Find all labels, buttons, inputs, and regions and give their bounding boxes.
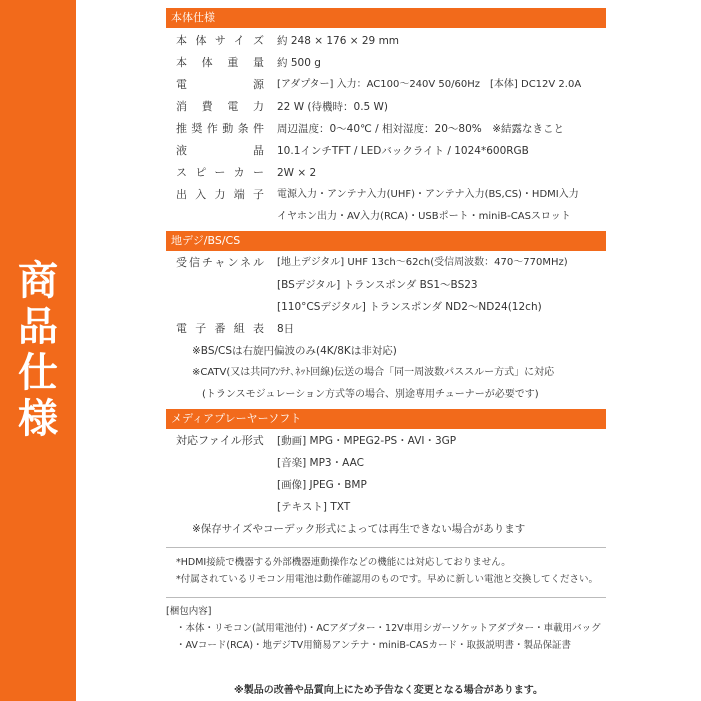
media-value: [画像] JPEG・BMP — [277, 479, 367, 491]
section-header-body-spec: 本体仕様 — [166, 8, 606, 28]
footer-note: ※製品の改善や品質向上にため予告なく変更となる場合があります。 — [234, 685, 543, 696]
spec-value: 約 248 × 176 × 29 mm — [277, 35, 400, 47]
divider — [166, 547, 606, 548]
tv-label: 受信チャンネル — [176, 256, 264, 269]
package-heading: [梱包内容] — [166, 606, 212, 617]
spec-label: 推奨作動条件 — [176, 122, 264, 135]
media-label: 対応ファイル形式 — [176, 434, 264, 447]
spec-label: 液晶 — [176, 144, 264, 157]
media-value: [音楽] MP3・AAC — [277, 457, 364, 469]
side-title-char: 仕 — [18, 350, 58, 396]
package-line: ・本体・リモコン(試用電池付)・ACアダプター・12V車用シガーソケットアダプター・車載用バッグ — [176, 623, 601, 634]
package-line: ・AVコード(RCA)・地デジTV用簡易アンテナ・miniB-CASカード・取扱説明書・製品保証書 — [176, 640, 571, 651]
spec-label: スピーカー — [176, 166, 264, 179]
tv-note: ※BS/CSは右旋円偏波のみ(4K/8Kは非対応) — [192, 345, 397, 357]
spec-label: 出入力端子 — [176, 188, 264, 201]
spec-value: 10.1インチTFT / LEDバックライト / 1024*600RGB — [277, 145, 529, 157]
tv-note: (トランスモジュレーション方式等の場合、別途専用チューナーが必要です) — [202, 389, 539, 400]
notice-line: *付属されているリモコン用電池は動作確認用のものです。早めに新しい電池と交換してください。 — [176, 574, 598, 585]
tv-value: [地上デジタル] UHF 13ch〜62ch(受信周波数：470〜770MHz) — [277, 257, 568, 268]
spec-label: 電源 — [176, 78, 264, 91]
side-title-char: 様 — [18, 396, 58, 442]
spec-value: 約 500 g — [277, 57, 321, 69]
section-header-tv: 地デジ/BS/CS — [166, 231, 606, 251]
side-title — [0, 258, 76, 442]
tv-label: 電子番組表 — [176, 322, 264, 335]
tv-value: [110°CSデジタル] トランスポンダ ND2〜ND24(12ch) — [277, 301, 542, 313]
spec-label: 本体重量 — [176, 56, 264, 69]
spec-value: 電源入力・アンテナ入力(UHF)・アンテナ入力(BS,CS)・HDMI入力 — [277, 189, 579, 200]
media-value: [動画] MPG・MPEG2-PS・AVI・3GP — [277, 435, 457, 447]
notice-line: *HDMI接続で機器する外部機器連動操作などの機能には対応しておりません。 — [176, 557, 511, 568]
side-banner — [0, 0, 76, 701]
tv-value: 8日 — [277, 323, 295, 335]
spec-value: イヤホン出力・AV入力(RCA)・USBポート・miniB-CASスロット — [277, 211, 571, 222]
section-header-media: メディアプレーヤーソフト — [166, 409, 606, 429]
spec-label: 消費電力 — [176, 100, 264, 113]
side-title-char: 商 — [18, 258, 58, 304]
media-note: ※保存サイズやコーデック形式によっては再生できない場合があります — [192, 523, 526, 535]
divider — [166, 597, 606, 598]
tv-note: ※CATV(又は共同ｱﾝﾃﾅ､ﾈｯﾄ回線)伝送の場合「同一周波数パススルー方式」に対応 — [192, 367, 555, 378]
spec-value: 22 W (待機時：0.5 W) — [277, 101, 389, 113]
side-title-char: 品 — [18, 304, 58, 350]
spec-label: 本体サイズ — [176, 34, 264, 47]
tv-value: [BSデジタル] トランスポンダ BS1〜BS23 — [277, 279, 478, 291]
spec-value: 周辺温度：0〜40℃ / 相対湿度：20〜80% ※結露なきこと — [277, 123, 565, 135]
spec-value: 2W × 2 — [277, 167, 317, 179]
media-value: [テキスト] TXT — [277, 501, 351, 513]
spec-value: [アダプター] 入力：AC100〜240V 50/60Hz [本体] DC12V 2.0A — [277, 79, 582, 90]
